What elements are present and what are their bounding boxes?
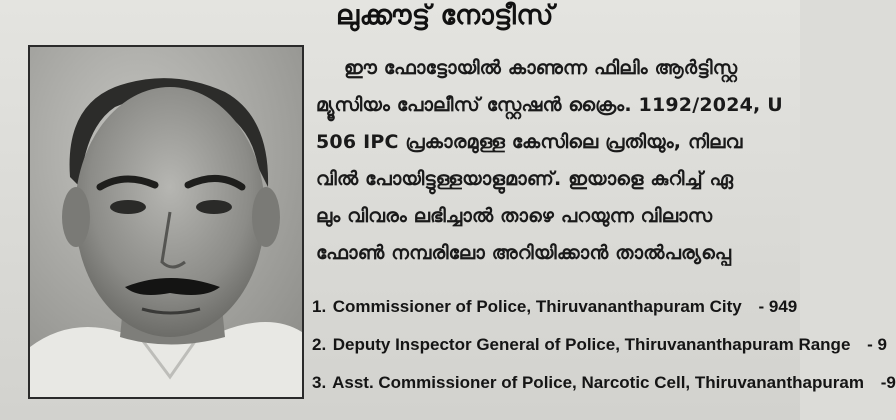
contact-list bbox=[312, 288, 896, 402]
body-line: ഈ ഫോട്ടോയിൽ കാണുന്ന ഫിലിം ആർട്ടിസ്റ്റ bbox=[344, 57, 738, 79]
portrait-image bbox=[30, 47, 302, 397]
contact-office: Deputy Inspector General of Police, Thiruvananthapuram Range bbox=[332, 335, 851, 354]
contact-office: Asst. Commissioner of Police, Narcotic Cell, Thiruvananthapuram bbox=[332, 373, 864, 392]
body-line: 506 IPC പ്രകാരമുള്ള കേസിലെ പ്രതിയും, നിലവ bbox=[316, 131, 743, 153]
body-line: മ്യൂസിയം പോലീസ് സ്റ്റേഷൻ ക്രൈം. 1192/2024, U bbox=[316, 94, 783, 116]
body-line: വിൽ പോയിട്ടുള്ളയാളുമാണ്. ഇയാളെ കുറിച്ച് ഏ bbox=[316, 168, 734, 190]
contact-item bbox=[312, 326, 896, 364]
contact-phone: - 949 bbox=[758, 297, 798, 316]
contact-item bbox=[312, 288, 896, 326]
suspect-photo bbox=[28, 45, 304, 399]
notice-headline: ലുക്കൗട്ട് നോട്ടീസ് bbox=[336, 0, 554, 31]
notice-body bbox=[316, 50, 836, 272]
contact-number: 3. bbox=[312, 373, 327, 392]
contact-number: 1. bbox=[312, 297, 327, 316]
contact-phone: -9 bbox=[880, 373, 896, 392]
body-line: ഫോൺ നമ്പരിലോ അറിയിക്കാൻ താൽപര്യപ്പെ bbox=[316, 242, 732, 264]
contact-number: 2. bbox=[312, 335, 327, 354]
contact-office: Commissioner of Police, Thiruvananthapuram City bbox=[332, 297, 742, 316]
body-line: ലും വിവരം ലഭിച്ചാൽ താഴെ പറയുന്ന വിലാസ bbox=[316, 205, 713, 227]
contact-item bbox=[312, 364, 896, 402]
contact-phone: - 9 bbox=[867, 335, 887, 354]
